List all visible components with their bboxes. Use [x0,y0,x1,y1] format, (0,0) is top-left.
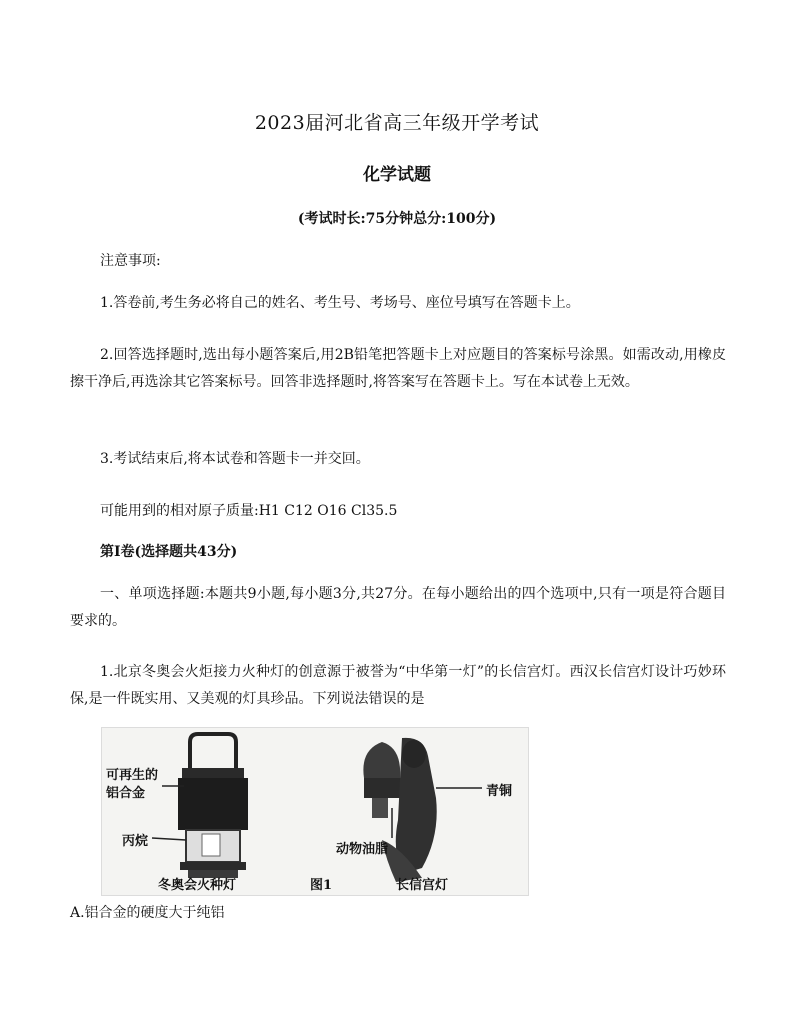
label-recyclable-alloy-line2: 铝合金 [106,786,146,801]
question-1-stem: 1.北京冬奥会火炬接力火种灯的创意源于被誉为“中华第一灯”的长信宫灯。西汉长信宫灯设计巧妙环保,是一件既实用、又美观的灯具珍品。下列说法错误的是 [70,664,726,707]
question-1-option-a: A.铝合金的硬度大于纯铝 [70,905,225,921]
label-bronze: 青铜 [486,784,513,799]
note-item-2: 2.回答选择题时,选出每小题答案后,用2B铅笔把答题卡上对应题目的答案标号涂黑。如需改动,用橡皮擦干净后,再选涂其它答案标号。回答非选择题时,将答案写在答题卡上。写在本试卷上无效。 [70,347,726,390]
caption-figure-number: 图1 [310,878,333,893]
notes-heading: 注意事项: [100,253,161,269]
atomic-masses: 可能用到的相对原子质量:H1 C12 O16 Cl35.5 [100,503,398,519]
note-item-1: 1.答卷前,考生务必将自己的姓名、考生号、考场号、座位号填写在答题卡上。 [100,295,580,311]
label-animal-fat: 动物油脂 [336,842,389,857]
caption-changxin-lamp: 长信宫灯 [396,878,449,893]
caption-winter-olympics-lantern: 冬奥会火种灯 [158,878,237,893]
exam-subject: 化学试题 [363,165,431,185]
figure-1-illustration [102,728,528,895]
exam-title: 2023届河北省高三年级开学考试 [254,112,540,134]
label-propane: 丙烷 [122,834,149,849]
figure-1 [101,727,529,896]
torch-lantern-image [178,734,248,878]
section-title: 第Ⅰ卷(选择题共43分) [100,544,238,560]
section-instruction: 一、单项选择题:本题共9小题,每小题3分,共27分。在每小题给出的四个选项中,只有一项是符合题目要求的。 [70,586,726,629]
exam-duration: (考试时长:75分钟总分:100分) [297,211,497,227]
changxin-palace-lamp-image [363,738,482,882]
label-recyclable-alloy-line1: 可再生的 [106,768,159,783]
note-item-3: 3.考试结束后,将本试卷和答题卡一并交回。 [100,451,370,467]
